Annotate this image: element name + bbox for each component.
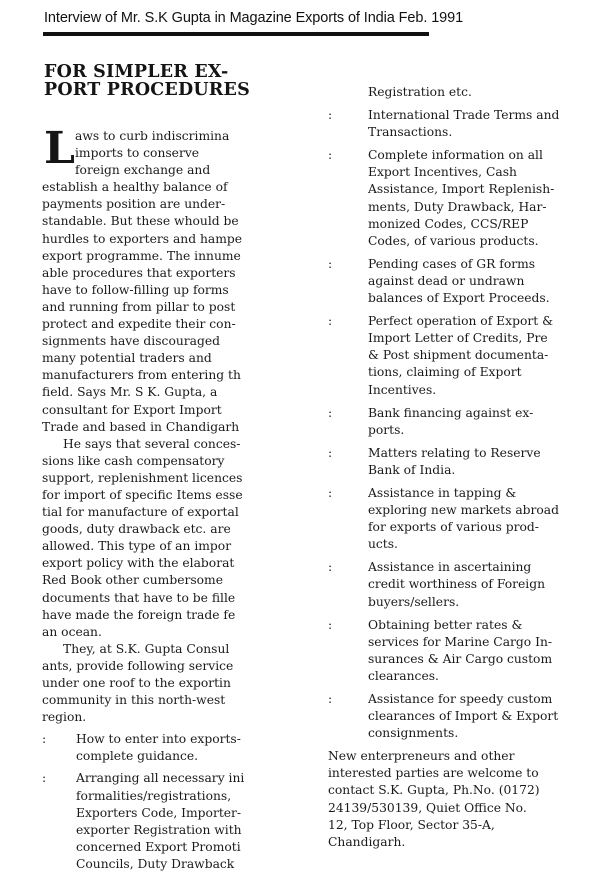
service-list-item <box>328 445 581 479</box>
body-line: consultant for Export Import <box>42 402 222 417</box>
body-line: foreign exchange and <box>75 163 211 178</box>
drop-cap: L <box>44 123 75 174</box>
list-continuation: Registration etc. <box>368 85 472 99</box>
list-item-line: ments, Duty Drawback, Har- <box>368 199 547 214</box>
body-line: protect and expedite their con- <box>42 317 236 332</box>
body-line: 24139/530139, Quiet Office No. <box>328 800 527 815</box>
body-line: manufacturers from entering th <box>42 368 241 383</box>
list-item-line: Perfect operation of Export & <box>368 314 554 329</box>
list-item-line: Assistance in ascertaining <box>368 560 532 575</box>
list-item-line: Assistance, Import Replenish- <box>368 182 555 197</box>
service-list-item <box>328 617 581 685</box>
body-line: aws to curb indiscrimina <box>75 129 230 143</box>
list-item-line: surances & Air Cargo custom <box>368 651 553 666</box>
list-item-line: formalities/registrations, <box>76 788 232 803</box>
list-item-line: consignments. <box>368 726 459 741</box>
list-item-line: Matters relating to Reserve <box>368 445 541 460</box>
body-line: establish a healthy balance of <box>42 180 228 195</box>
bullet-marker: : <box>328 405 333 420</box>
body-line: allowed. This type of an impor <box>42 539 232 554</box>
service-list-item <box>42 770 272 873</box>
service-list-item <box>328 691 581 742</box>
service-list-item <box>328 405 581 439</box>
body-line: 12, Top Floor, Sector 35-A, <box>328 817 495 832</box>
list-item-line: Assistance for speedy custom <box>368 692 553 706</box>
list-item-line: Exporters Code, Importer- <box>76 805 242 820</box>
list-item-line: concerned Export Promoti <box>76 839 241 854</box>
headline-line: PORT PROCEDURES <box>44 80 250 100</box>
body-line: Trade and based in Chandigarh <box>42 419 240 434</box>
article-headline <box>44 63 272 99</box>
list-item-line: Pending cases of GR forms <box>368 256 536 271</box>
left-services-list <box>42 731 272 873</box>
body-line: standable. But these whould be <box>42 214 239 229</box>
list-item-line: buyers/sellers. <box>368 594 460 609</box>
body-line: payments position are under- <box>42 197 226 212</box>
right-services-list <box>328 107 581 742</box>
bullet-marker: : <box>328 108 333 123</box>
paragraph-2 <box>42 436 272 641</box>
body-line: and running from pillar to post <box>42 299 236 314</box>
body-line: interested parties are welcome to <box>328 766 539 781</box>
list-item-line: clearances of Import & Export <box>368 709 559 724</box>
body-line: an ocean. <box>42 624 102 639</box>
service-list-item <box>328 313 581 398</box>
body-line: hurdles to exporters and hampe <box>42 231 243 246</box>
list-item-line: exploring new markets abroad <box>368 503 560 518</box>
closing-paragraph <box>328 748 581 851</box>
list-item-line: services for Marine Cargo In- <box>368 634 553 649</box>
list-item-line: Bank financing against ex- <box>368 405 534 420</box>
list-item-line: Export Incentives, Cash <box>368 165 517 180</box>
bullet-marker: : <box>328 485 333 500</box>
body-line: able procedures that exporters <box>42 265 236 280</box>
body-line: community in this north-west <box>42 693 226 708</box>
body-line: He says that several conces- <box>63 436 241 451</box>
paragraph-1 <box>42 179 272 435</box>
body-line: have made the foreign trade fe <box>42 607 236 622</box>
list-item-line: Bank of India. <box>368 462 456 477</box>
list-item-line: ports. <box>368 422 405 437</box>
body-line: signments have discouraged <box>42 334 220 349</box>
list-item-line: Councils, Duty Drawback <box>76 856 235 871</box>
body-line: goods, duty drawback etc. are <box>42 522 231 537</box>
service-list-item <box>328 559 581 610</box>
list-item-line: clearances. <box>368 668 439 683</box>
bullet-marker: : <box>328 314 333 329</box>
body-line: sions like cash compensatory <box>42 453 225 468</box>
list-item-line: & Post shipment documenta- <box>368 348 549 363</box>
list-item-line: International Trade Terms and <box>368 108 560 123</box>
bullet-marker: : <box>328 617 333 632</box>
paragraph-3 <box>42 641 272 726</box>
bullet-marker: : <box>328 445 333 460</box>
list-item-line: Obtaining better rates & <box>368 617 523 632</box>
list-item-line: exporter Registration with <box>76 822 242 837</box>
body-line: tial for manufacture of exportal <box>42 505 239 520</box>
body-line: New enterpreneurs and other <box>328 749 515 764</box>
list-item-line: Codes, of various products. <box>368 233 539 248</box>
service-list-item <box>328 485 581 553</box>
service-list-item <box>328 256 581 307</box>
body-line: imports to conserve <box>75 146 200 161</box>
intro-paragraph <box>42 123 272 436</box>
list-item-line: Transactions. <box>368 125 453 140</box>
body-line: documents that have to be fille <box>42 590 236 605</box>
body-line: region. <box>42 710 87 725</box>
headline-line: FOR SIMPLER EX- <box>44 62 229 82</box>
list-item-line: against dead or undrawn <box>368 273 525 288</box>
list-item-line: complete guidance. <box>76 749 199 764</box>
interview-caption: Interview of Mr. S.K Gupta in Magazine Exports of India Feb. 1991 <box>44 10 464 26</box>
list-item-line: Arranging all necessary ini <box>76 771 245 786</box>
bullet-marker: : <box>328 692 333 706</box>
service-list-item <box>328 147 581 250</box>
service-list-item <box>42 731 272 765</box>
list-item-line: ucts. <box>368 537 398 552</box>
body-line: export programme. The innume <box>42 248 241 263</box>
list-item-line: for exports of various prod- <box>368 520 539 535</box>
body-line: many potential traders and <box>42 351 212 366</box>
body-line: ants, provide following service <box>42 658 234 673</box>
body-line: export policy with the elaborat <box>42 556 235 571</box>
body-line: contact S.K. Gupta, Ph.No. (0172) <box>328 783 540 798</box>
bullet-marker: : <box>328 148 333 163</box>
right-column <box>328 84 581 851</box>
list-item-line: Complete information on all <box>368 148 543 163</box>
list-item-line: tions, claiming of Export <box>368 365 522 380</box>
body-line: for import of specific Items esse <box>42 487 243 502</box>
bullet-marker: : <box>328 560 333 575</box>
list-item-line: Import Letter of Credits, Pre <box>368 331 548 346</box>
list-item-line: credit worthiness of Foreign <box>368 577 546 592</box>
list-item-line: Assistance in tapping & <box>368 485 517 500</box>
body-line: Chandigarh. <box>328 834 406 849</box>
body-line: under one roof to the exportin <box>42 676 231 690</box>
bullet-marker: : <box>328 256 333 271</box>
service-list-item <box>328 107 581 141</box>
caption-underline-rule <box>43 32 429 36</box>
bullet-marker: : <box>42 732 47 747</box>
left-column <box>42 63 272 873</box>
list-item-line: Incentives. <box>368 382 437 397</box>
list-item-line: balances of Export Proceeds. <box>368 291 550 306</box>
body-line: support, replenishment licences <box>42 470 243 485</box>
bullet-marker: : <box>42 771 47 786</box>
list-item-line: How to enter into exports- <box>76 732 241 747</box>
list-item-line: monized Codes, CCS/REP <box>368 216 529 231</box>
body-line: Red Book other cumbersome <box>42 573 223 588</box>
body-line: They, at S.K. Gupta Consul <box>63 641 230 656</box>
body-line: field. Says Mr. S K. Gupta, a <box>42 385 218 400</box>
body-line: have to follow-filling up forms <box>42 282 229 297</box>
